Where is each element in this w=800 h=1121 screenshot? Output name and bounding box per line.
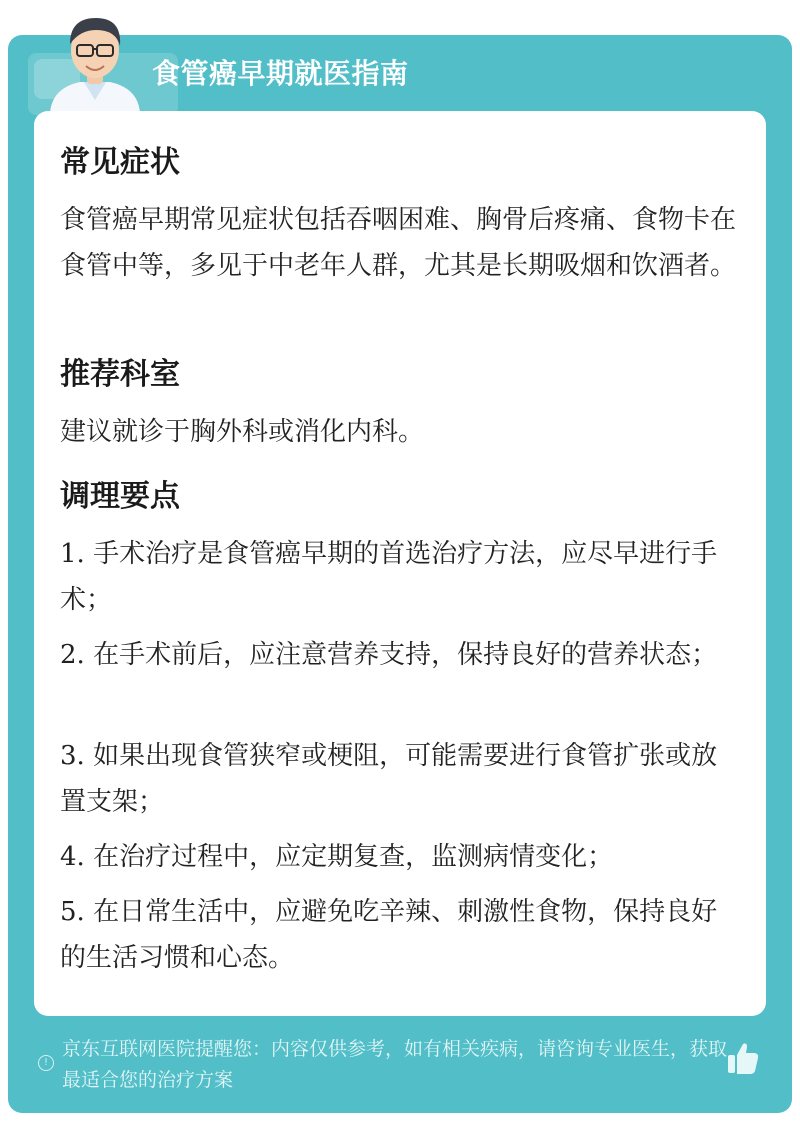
list-item-number: 1. bbox=[60, 539, 85, 569]
list-item bbox=[60, 834, 740, 880]
page-title: 食管癌早期就医指南 bbox=[152, 57, 409, 90]
list-item bbox=[60, 531, 740, 623]
list-item-number: 5. bbox=[60, 897, 85, 927]
list-item-text: 在治疗过程中，应定期复查，监测病情变化； bbox=[84, 842, 614, 872]
department-text: 建议就诊于胸外科或消化内科。 bbox=[60, 417, 425, 447]
section-title-symptoms: 常见症状 bbox=[60, 145, 180, 180]
list-item bbox=[60, 889, 740, 981]
list-item bbox=[60, 733, 740, 825]
disclaimer-text: 京东互联网医院提醒您：内容仅供参考，如有相关疾病，请咨询专业医生，获取最适合您的治疗方案 bbox=[62, 1038, 728, 1091]
doctor-avatar-icon bbox=[40, 8, 150, 113]
thumbs-up-icon[interactable] bbox=[726, 1040, 760, 1076]
list-item-number: 2. bbox=[60, 640, 85, 670]
section-title-department: 推荐科室 bbox=[60, 357, 180, 392]
list-item-number: 3. bbox=[60, 741, 85, 771]
symptoms-text: 食管癌早期常见症状包括吞咽困难、胸骨后疼痛、食物卡在食管中等，多见于中老年人群，尤其是长期吸烟和饮酒者。 bbox=[60, 205, 737, 281]
info-icon: ! bbox=[38, 1055, 54, 1071]
list-item-text: 如果出现食管狭窄或梗阻，可能需要进行食管扩张或放置支架； bbox=[60, 741, 718, 817]
section-title-care-points: 调理要点 bbox=[60, 479, 180, 514]
list-item bbox=[60, 632, 740, 678]
content-card bbox=[34, 111, 766, 1016]
list-item-text: 在手术前后，应注意营养支持，保持良好的营养状态； bbox=[84, 640, 718, 670]
list-item-text: 在日常生活中，应避免吃辛辣、刺激性食物，保持良好的生活习惯和心态。 bbox=[60, 897, 718, 973]
list-item-number: 4. bbox=[60, 842, 85, 872]
list-item-text: 手术治疗是食管癌早期的首选治疗方法，应尽早进行手术； bbox=[60, 539, 718, 615]
